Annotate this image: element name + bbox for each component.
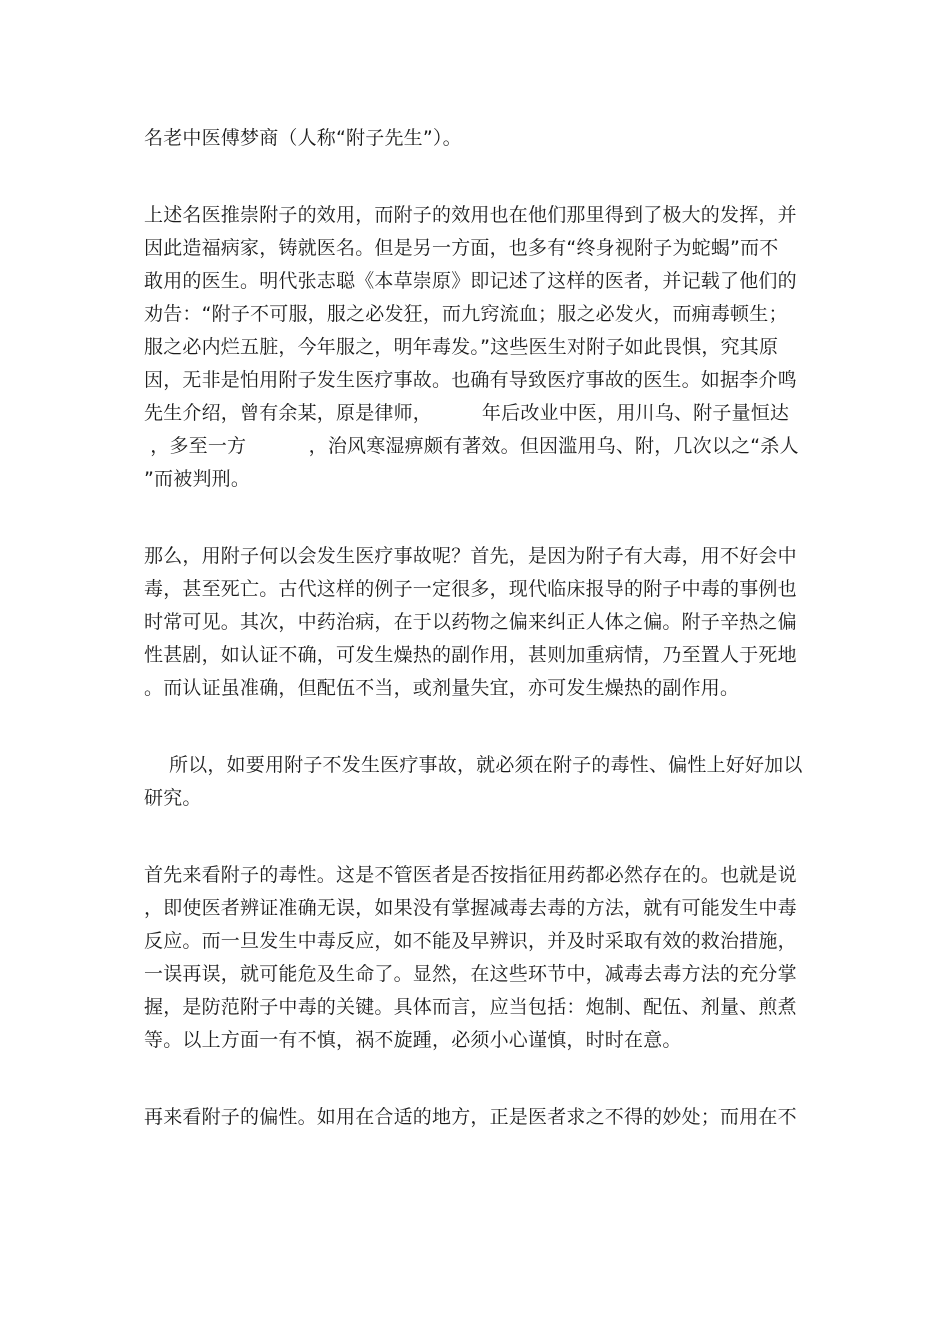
text-line: 时常可见。其次，中药治病，在于以药物之偏来纠正人体之偏。附子辛热之偏 bbox=[144, 611, 797, 633]
text-line: ，即使医者辨证准确无误，如果没有掌握减毒去毒的方法，就有可能发生中毒 bbox=[144, 897, 797, 919]
text-line: 等。以上方面一有不慎，祸不旋踵，必须小心谨慎，时时在意。 bbox=[144, 1029, 682, 1051]
text-line: 先生介绍，曾有余某，原是律师， 年后改业中医，用川乌、附子量恒达 bbox=[144, 402, 790, 424]
text-line: 反应。而一旦发生中毒反应，如不能及早辨识，并及时采取有效的救治措施， bbox=[144, 930, 797, 952]
text-line: 一误再误，就可能危及生命了。显然，在这些环节中，减毒去毒方法的充分掌 bbox=[144, 963, 797, 985]
text-line: 再来看附子的偏性。如用在合适的地方，正是医者求之不得的妙处；而用在不 bbox=[144, 1106, 797, 1128]
text-line: 那么，用附子何以会发生医疗事故呢？首先，是因为附子有大毒，用不好会中 bbox=[144, 545, 797, 567]
text-line: ”而被判刑。 bbox=[144, 468, 251, 490]
text-line: 因此造福病家，铸就医名。但是另一方面，也多有“终身视附子为蛇蝎”而不 bbox=[144, 237, 779, 259]
text-line: 因，无非是怕用附子发生医疗事故。也确有导致医疗事故的医生。如据李介鸣 bbox=[144, 369, 797, 391]
text-line: 所以，如要用附子不发生医疗事故，就必须在附子的毒性、偏性上好好加以 bbox=[144, 754, 803, 776]
text-line: 劝告：“附子不可服，服之必发狂，而九窍流血；服之必发火，而痈毒顿生； bbox=[144, 303, 788, 325]
text-line: 性甚剧，如认证不确，可发生燥热的副作用，甚则加重病情，乃至置人于死地 bbox=[144, 644, 797, 666]
text-line: 握，是防范附子中毒的关键。具体而言，应当包括：炮制、配伍、剂量、煎煮 bbox=[144, 996, 797, 1018]
text-line: 毒，甚至死亡。古代这样的例子一定很多，现代临床报导的附子中毒的事例也 bbox=[144, 578, 797, 600]
text-line: 敢用的医生。明代张志聪《本草崇原》即记述了这样的医者，并记载了他们的 bbox=[144, 270, 797, 292]
text-line: 名老中医傅梦商（人称“附子先生”）。 bbox=[144, 127, 462, 149]
text-line: 研究。 bbox=[144, 787, 202, 809]
text-line: 首先来看附子的毒性。这是不管医者是否按指征用药都必然存在的。也就是说 bbox=[144, 864, 797, 886]
text-line: ，多至一方 ，治风寒湿痹颇有著效。但因滥用乌、附，几次以之“杀人 bbox=[144, 435, 799, 457]
text-line: 上述名医推崇附子的效用，而附子的效用也在他们那里得到了极大的发挥，并 bbox=[144, 204, 797, 226]
text-line: 服之必内烂五脏，今年服之，明年毒发。”这些医生对附子如此畏惧，究其原 bbox=[144, 336, 779, 358]
text-line: 。而认证虽准确，但配伍不当，或剂量失宜，亦可发生燥热的副作用。 bbox=[144, 677, 740, 699]
